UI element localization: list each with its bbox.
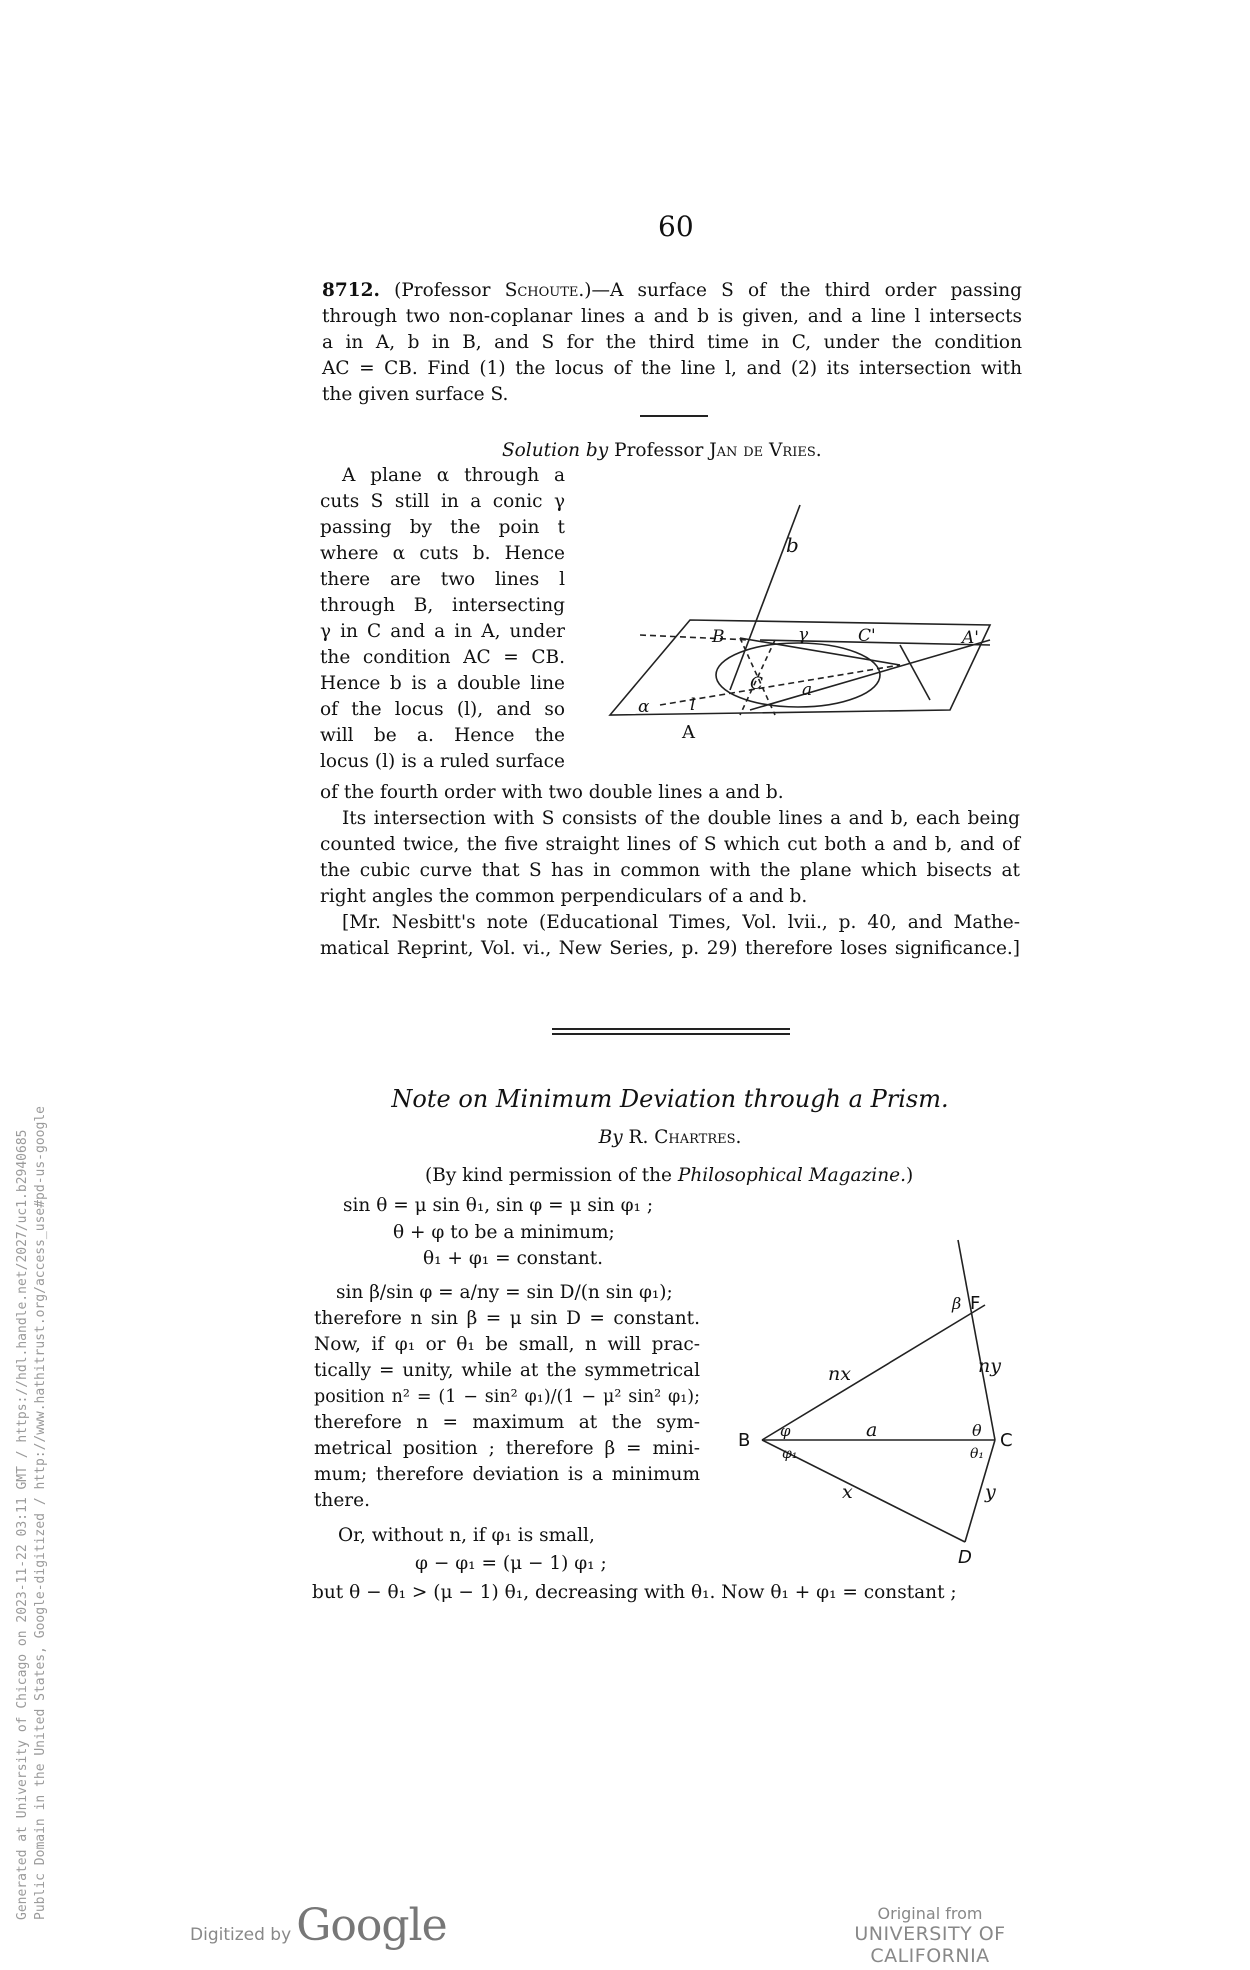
conic-gamma (716, 643, 880, 707)
prism-label-ny: ny (978, 1355, 1001, 1377)
equation-4: φ − φ₁ = (μ − 1) φ₁ ; (415, 1553, 607, 1574)
prism-label-theta: θ (972, 1421, 982, 1440)
fig-label-C-prime: C' (858, 626, 876, 646)
note-or-line: Or, without n, if φ₁ is small, (338, 1525, 595, 1546)
prism-label-beta: β (952, 1294, 962, 1313)
solution-heading-rest: Professor (608, 440, 710, 461)
double-rule-top (552, 1028, 790, 1030)
problem-line-1: through two non-coplanar lines a and b is given, and a line l intersects (322, 306, 1022, 327)
google-logo: Google (296, 1900, 447, 1951)
solution-line: will be a. Hence the (320, 725, 565, 746)
note-line: tically = unity, while at the symmetrical (314, 1360, 700, 1381)
note-by: By (598, 1127, 623, 1148)
solution-full-line: right angles the common perpendiculars of a and b. (320, 886, 808, 907)
note-permission (425, 1163, 913, 1189)
solution-line: γ in C and a in A, under (320, 621, 565, 642)
prism-label-D: D (958, 1547, 972, 1568)
problem-line-0: .)—A surface S of the third order passing (578, 280, 1022, 301)
permission-pre: (By kind permission of the (425, 1165, 678, 1186)
note-line: there. (314, 1490, 370, 1511)
fig-label-A: A (682, 722, 695, 743)
prism-label-F: F (970, 1293, 981, 1314)
solution-line: where α cuts b. Hence (320, 543, 565, 564)
note-line: position n² = (1 − sin² φ₁)/(1 − μ² sin² φ₁); (314, 1387, 700, 1407)
problem-line-2: a in A, b in B, and S for the third time in C, under the condition (322, 332, 1022, 353)
note-line: metrical position ; therefore β = mini- (314, 1438, 700, 1459)
solution-line: A plane α through a (342, 465, 565, 486)
solution-line: there are two lines l (320, 569, 565, 590)
problem-statement (322, 278, 1022, 408)
solution-line: Hence b is a double line (320, 673, 565, 694)
digitized-by-google (190, 1900, 447, 1951)
double-rule-bottom (552, 1033, 790, 1035)
solution-full-width (320, 780, 1020, 962)
problem-author: Schoute (504, 280, 579, 301)
problem-line-4: the given surface S. (322, 384, 509, 405)
prism-label-phi1: φ₁ (782, 1446, 798, 1462)
fig-label-C: C (750, 674, 764, 694)
note-line: therefore n sin β = μ sin D = constant. (314, 1308, 700, 1329)
original-from (795, 1904, 1065, 1967)
solution-heading (502, 438, 822, 464)
page-number: 60 (658, 210, 694, 243)
solution-full-line: Its intersection with S consists of the double lines a and b, each being (342, 808, 1020, 829)
line-F-C (958, 1240, 995, 1440)
prism-label-y: y (985, 1481, 996, 1503)
equation-2: θ + φ to be a minimum; (393, 1222, 615, 1243)
short-divider (640, 415, 708, 417)
prism-label-C: C (1000, 1430, 1013, 1451)
institution-text: UNIVERSITY OF CALIFORNIA (854, 1923, 1006, 1967)
permission-journal: Philosophical Magazine. (677, 1165, 906, 1186)
original-from-text: Original from (877, 1904, 983, 1923)
side-stamp (8, 960, 48, 1920)
digitized-by-text: Digitized by (190, 1925, 292, 1945)
lower-line (750, 640, 990, 710)
solution-heading-italic: Solution by (502, 440, 609, 461)
fig-label-B: B (712, 627, 725, 647)
side-stamp-line-1: Generated at University of Chicago on 2023-11-22 03:11 GMT / https://hdl.handle.net/2027/uc1.b2940685 (15, 1129, 30, 1920)
fig-label-a: a (802, 680, 813, 700)
note-line: sin β/sin φ = a/ny = sin D/(n sin φ₁); (336, 1282, 673, 1303)
solution-full-line: matical Reprint, Vol. vi., New Series, p. 29) therefore loses significance.] (320, 938, 1020, 959)
solution-line: passing by the poin t (320, 517, 565, 538)
prism-figure (720, 1230, 1020, 1570)
chord (900, 645, 930, 700)
prism-label-a: a (866, 1419, 878, 1441)
solution-line: cuts S still in a conic γ (320, 491, 565, 512)
solution-heading-end: . (815, 440, 822, 461)
solution-line: of the locus (l), and so (320, 699, 565, 720)
fig-label-gamma: γ (798, 625, 809, 645)
prism-label-phi: φ (780, 1422, 791, 1440)
fig-label-A-prime: A' (962, 628, 979, 648)
solution-full-line: of the fourth order with two double lines a and b. (320, 782, 784, 803)
note-title: Note on Minimum Deviation through a Prism. (391, 1085, 949, 1113)
prism-label-nx: nx (828, 1363, 851, 1385)
side-stamp-line-2: Public Domain in the United States, Google-digitized / http://www.hathitrust.org/access_use#pd-us-google (33, 1106, 48, 1920)
problem-number: 8712. (322, 280, 380, 301)
equation-3: θ₁ + φ₁ = constant. (423, 1248, 604, 1269)
note-line: mum; therefore deviation is a minimum (314, 1464, 700, 1485)
note-left-column (314, 1280, 700, 1514)
note-last-line: but θ − θ₁ > (μ − 1) θ₁, decreasing with θ₁. Now θ₁ + φ₁ = constant ; (312, 1582, 957, 1603)
problem-author-prefix: (Professor (394, 280, 505, 301)
solution-full-line: the cubic curve that S has in common with the plane which bisects at (320, 860, 1020, 881)
note-byline (0, 1125, 1250, 1151)
fig-label-alpha: α (638, 697, 650, 717)
prism-label-x: x (842, 1481, 853, 1503)
fig-label-b: b (786, 533, 799, 557)
solution-full-line: [Mr. Nesbitt's note (Educational Times, Vol. lvii., p. 40, and Mathe- (342, 912, 1020, 933)
equation-1: sin θ = μ sin θ₁, sin φ = μ sin φ₁ ; (343, 1195, 654, 1216)
line-alpha-a (660, 665, 900, 705)
solution-author: Jan de Vries (709, 440, 816, 461)
note-line: therefore n = maximum at the sym- (314, 1412, 700, 1433)
note-line: Now, if φ₁ or θ₁ be small, n will prac- (314, 1334, 700, 1355)
prism-label-B: B (738, 1430, 751, 1451)
dashed-left (640, 635, 750, 640)
solution-line: the condition AC = CB. (320, 647, 565, 668)
solution-full-line: counted twice, the five straight lines of S which cut both a and b, and of (320, 834, 1020, 855)
solution-left-column (320, 463, 565, 775)
note-author: R. Chartres. (622, 1127, 742, 1148)
solution-line: through B, intersecting (320, 595, 565, 616)
surface-figure (600, 490, 1020, 760)
prism-label-theta1: θ₁ (970, 1446, 985, 1462)
fig-label-l: l (690, 695, 696, 715)
problem-line-3: AC = CB. Find (1) the locus of the line l, and (2) its intersection with (322, 358, 1022, 379)
permission-post: ) (905, 1165, 914, 1186)
solution-line: locus (l) is a ruled surface (320, 751, 565, 772)
